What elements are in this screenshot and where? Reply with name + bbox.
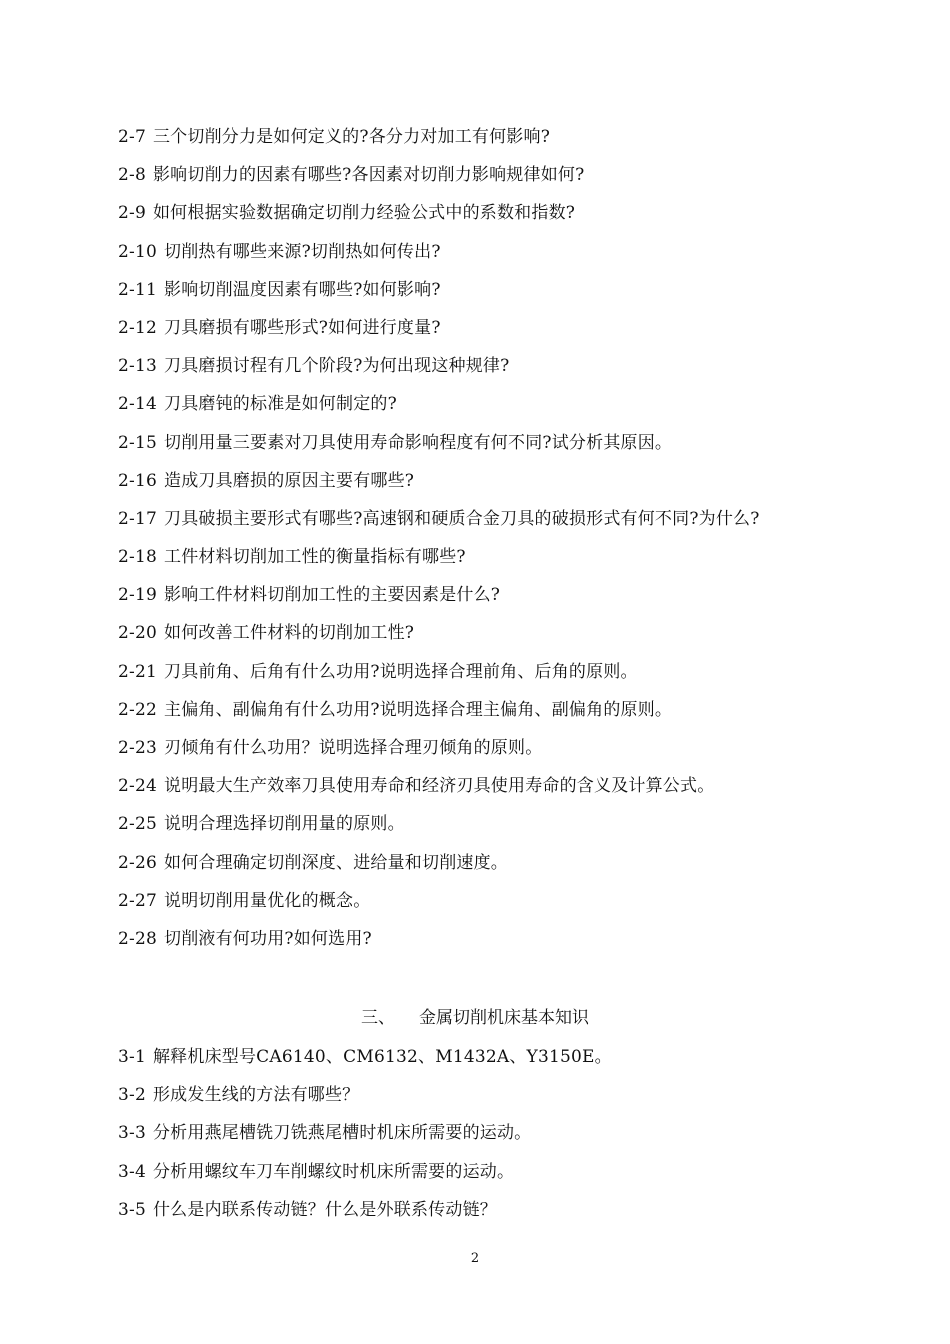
question-text: 什么是内联系传动链？什么是外联系传动链？ — [152, 1199, 497, 1220]
question-number: 2-9 — [118, 203, 146, 224]
question-number: 2-21 — [118, 661, 157, 682]
question-text: 如何合理确定切削深度、进给量和切削速度。 — [164, 852, 508, 873]
section-title-text: 金属切削机床基本知识 — [419, 1008, 589, 1028]
question-text: 刀具磨损有哪些形式?如何进行度量? — [164, 317, 441, 338]
question-text: 切削用量三要素对刀具使用寿命影响程度有何不同?试分析其原因。 — [164, 432, 673, 453]
question-number: 2-28 — [118, 928, 157, 949]
question-number: 3-4 — [118, 1161, 146, 1182]
question-text: 影响切削力的因素有哪些?各因素对切削力影响规律如何? — [152, 165, 585, 186]
question-text: 说明切削用量优化的概念。 — [164, 890, 371, 911]
question-item — [118, 124, 918, 162]
question-text: 主偏角、副偏角有什么功用?说明选择合理主偏角、副偏角的原则。 — [164, 699, 673, 720]
page-number: 2 — [470, 1251, 480, 1266]
question-list-chapter-3 — [118, 1044, 918, 1235]
question-item — [118, 620, 918, 658]
question-item — [118, 277, 918, 315]
question-number: 2-16 — [118, 470, 157, 491]
question-number: 2-18 — [118, 547, 157, 568]
question-text: 解释机床型号CA6140、CM6132、M1432A、Y3150E。 — [152, 1047, 612, 1067]
question-number: 2-26 — [118, 852, 157, 873]
question-item — [118, 850, 918, 888]
question-item — [118, 162, 918, 200]
question-item — [118, 391, 918, 429]
question-item — [118, 1197, 918, 1235]
question-number: 2-12 — [118, 317, 157, 338]
question-list-chapter-2 — [118, 124, 918, 964]
question-text: 工件材料切削加工性的衡量指标有哪些? — [164, 547, 466, 568]
question-text: 切削液有何功用?如何选用? — [164, 928, 372, 949]
question-text: 说明合理选择切削用量的原则。 — [164, 814, 405, 835]
question-item — [118, 468, 918, 506]
question-item — [118, 697, 918, 735]
question-number: 2-19 — [118, 585, 157, 606]
question-number: 2-24 — [118, 776, 157, 797]
question-item — [118, 353, 918, 391]
question-number: 2-11 — [118, 279, 157, 300]
question-number: 2-27 — [118, 890, 157, 911]
question-item — [118, 735, 918, 773]
question-number: 2-22 — [118, 699, 157, 720]
question-text: 影响工件材料切削加工性的主要因素是什么? — [164, 585, 501, 606]
question-number: 2-25 — [118, 814, 157, 835]
question-item — [118, 1159, 918, 1197]
question-text: 刀具磨损讨程有几个阶段?为何出现这种规律? — [164, 356, 510, 377]
question-item — [118, 430, 918, 468]
question-item — [118, 544, 918, 582]
question-number: 2-13 — [118, 356, 157, 377]
question-number: 2-23 — [118, 738, 157, 758]
question-text: 切削热有哪些来源?切削热如何传出? — [164, 241, 441, 262]
question-item — [118, 1082, 918, 1120]
question-number: 3-1 — [118, 1047, 146, 1067]
question-text: 刀具破损主要形式有哪些?高速钢和硬质合金刀具的破损形式有何不同?为什么? — [164, 508, 760, 529]
question-item — [118, 1044, 918, 1082]
section-heading — [0, 1005, 950, 1031]
question-text: 影响切削温度因素有哪些?如何影响? — [164, 279, 441, 300]
question-item — [118, 200, 918, 238]
question-number: 2-20 — [118, 623, 157, 644]
question-item — [118, 811, 918, 849]
question-number: 3-2 — [118, 1085, 146, 1106]
question-number: 2-14 — [118, 394, 157, 415]
question-text: 分析用螺纹车刀车削螺纹时机床所需要的运动。 — [152, 1161, 515, 1182]
question-number: 2-8 — [118, 165, 146, 186]
question-number: 2-10 — [118, 241, 157, 262]
question-item — [118, 506, 918, 544]
question-text: 刀具磨钝的标准是如何制定的? — [164, 394, 397, 415]
question-item — [118, 926, 918, 964]
question-text: 如何改善工件材料的切削加工性? — [164, 623, 415, 644]
question-item — [118, 773, 918, 811]
question-number: 2-7 — [118, 127, 146, 147]
question-text: 说明最大生产效率刀具使用寿命和经济刃具使用寿命的含义及计算公式。 — [164, 776, 715, 797]
question-text: 如何根据实验数据确定切削力经验公式中的系数和指数? — [152, 203, 576, 224]
question-item — [118, 239, 918, 277]
question-number: 3-3 — [118, 1123, 146, 1144]
question-item — [118, 1120, 918, 1158]
question-item — [118, 888, 918, 926]
question-text: 形成发生线的方法有哪些？ — [152, 1085, 360, 1106]
question-number: 2-15 — [118, 432, 157, 453]
question-number: 3-5 — [118, 1199, 146, 1220]
section-number: 三、 — [361, 1008, 395, 1028]
question-text: 分析用燕尾槽铣刀铣燕尾槽时机床所需要的运动。 — [152, 1123, 532, 1144]
question-text: 刃倾角有什么功用？说明选择合理刃倾角的原则。 — [164, 738, 543, 758]
question-text: 刀具前角、后角有什么功用?说明选择合理前角、后角的原则。 — [164, 661, 638, 682]
question-text: 三个切削分力是如何定义的?各分力对加工有何影响? — [152, 127, 551, 147]
question-item — [118, 659, 918, 697]
question-number: 2-17 — [118, 508, 157, 529]
question-item — [118, 582, 918, 620]
question-text: 造成刀具磨损的原因主要有哪些? — [164, 470, 415, 491]
question-item — [118, 315, 918, 353]
